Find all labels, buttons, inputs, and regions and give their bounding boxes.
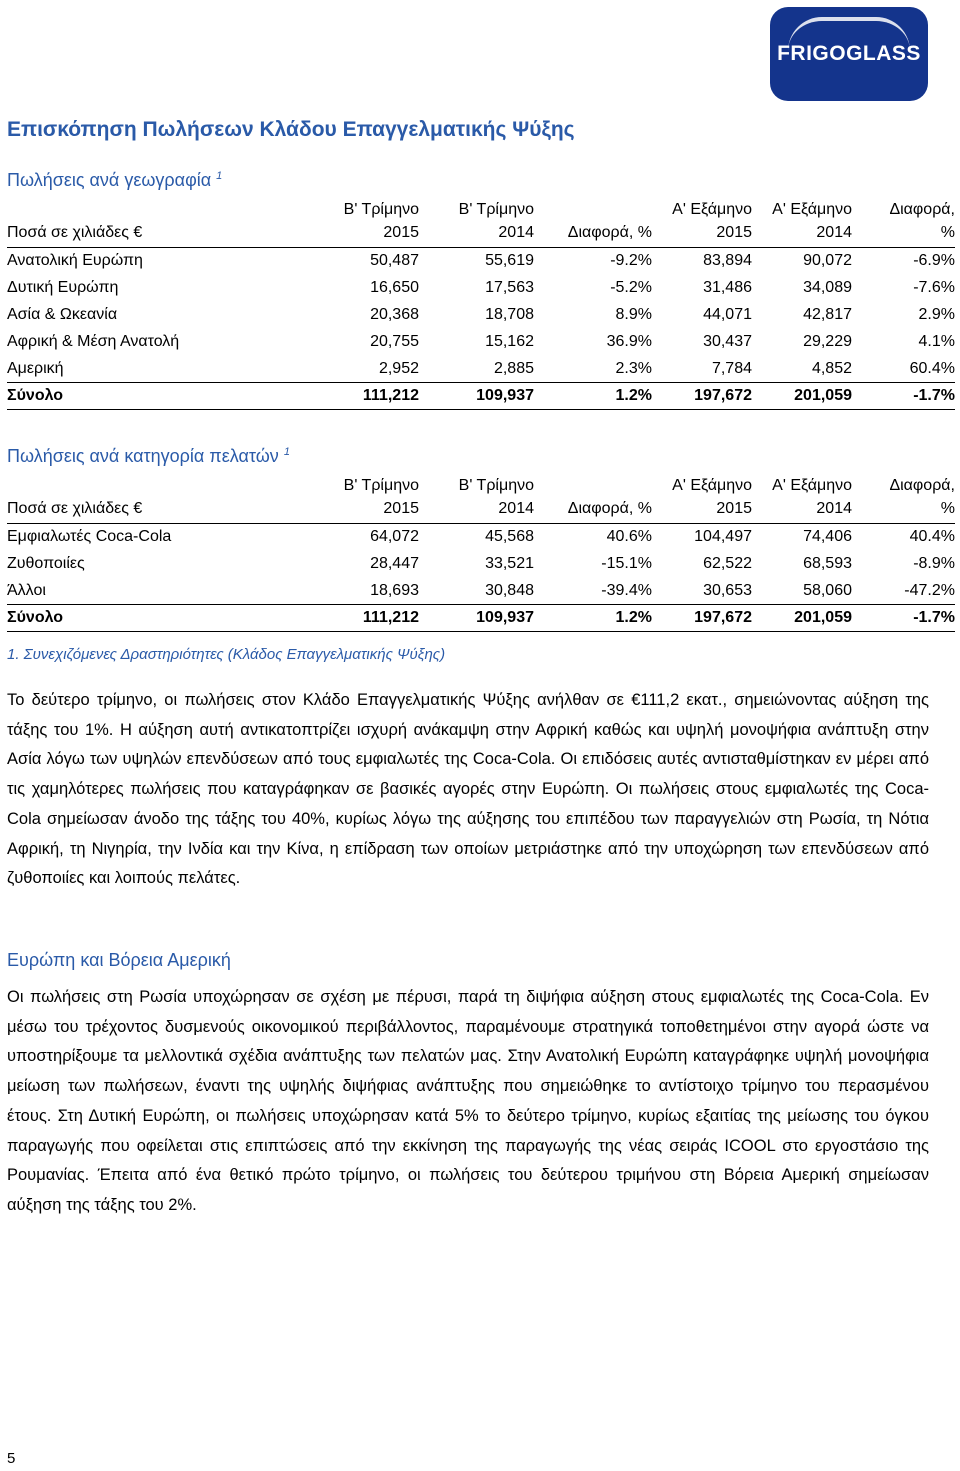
cell-value: 4,852: [811, 359, 852, 377]
row-label: Ασία & Ωκεανία: [7, 306, 118, 323]
cell-value: 197,672: [694, 609, 752, 626]
cell-value: 55,619: [485, 252, 534, 270]
cell-value: -7.6%: [913, 279, 955, 296]
cell-value: 15,162: [485, 333, 534, 350]
page-number: 5: [7, 1450, 16, 1467]
cell-value: 42,817: [803, 306, 852, 323]
geo-table-header: [7, 198, 955, 248]
cell-value: 20,368: [370, 306, 419, 323]
company-logo: [770, 7, 928, 101]
geo-header-q2-2014: Β' Τρίμηνο 2014: [458, 201, 534, 241]
europe-section-title: Ευρώπη και Βόρεια Αμερική: [7, 950, 231, 970]
cell-value: 30,848: [485, 581, 534, 599]
row-label: Σύνολο: [7, 609, 64, 626]
cell-value: 1.2%: [615, 387, 652, 404]
cell-value: 201,059: [794, 609, 852, 626]
table-row: [7, 524, 955, 551]
cell-value: 68,593: [803, 555, 852, 572]
cell-value: 40.6%: [606, 528, 652, 546]
geo-header-q2-2015: Β' Τρίμηνο 2015: [343, 201, 419, 241]
row-label: Εμφιαλωτές Coca-Cola: [7, 528, 172, 546]
cell-value: -5.2%: [610, 279, 652, 296]
cell-value: 2,885: [493, 359, 534, 377]
total-row: [7, 605, 955, 632]
customers-footnote-ref: 1: [283, 446, 290, 458]
cell-value: 28,447: [370, 555, 419, 572]
cell-value: 58,060: [803, 581, 852, 599]
paragraph-europe: Οι πωλήσεις στη Ρωσία υποχώρησαν σε σχέση με πέρυσι, παρά τη διψήφια αύξηση στους εμφιαλωτές της Coca-Cola. Εν μέσω του τρέχοντος δυσμενούς οικονομικού περιβάλλοντος, παραμένουμε στρατηγικά τοποθετημένοι στην αγορά ώστε να υποστηρίξουμε τα μελλοντικά σχέδια ανάπτυξης των πελατών μας. Στην Ανατολική Ευρώπη καταγράφηκε υψηλή μονοψήφια μείωση των πωλήσεων, έναντι της υψηλής διψήφιας ανάπτυξης που σημειώθηκε το αντίστοιχο τρίμηνο του περασμένου έτους. Στη Δυτική Ευρώπη, οι πωλήσεις υποχώρησαν κατά 5% το δεύτερο τρίμηνο, κυρίως εξαιτίας της μείωσης του όγκου παραγωγής που οφείλεται στις επιπτώσεις από την εκκίνηση της παραγωγής της νέας σειράς ICOOL στο εργοστάσιο της Ρουμανίας. Έπειτα από ένα θετικό πρώτο τρίμηνο, οι πωλήσεις του δεύτερου τριμήνου στη Βόρεια Αμερική σημείωσαν αύξηση της τάξης του 2%.: [7, 988, 929, 1214]
table-row: [7, 551, 955, 578]
cust-header-h1-2014: Α' Εξάμηνο 2014: [772, 477, 852, 517]
cell-value: 111,212: [362, 609, 419, 626]
table-row: [7, 275, 955, 302]
geo-header-h1-2015: Α' Εξάμηνο 2015: [672, 201, 752, 241]
geo-section-title: [7, 170, 222, 191]
cell-value: 1.2%: [615, 609, 652, 626]
customers-table-header: [7, 474, 955, 524]
cell-value: 34,089: [803, 279, 852, 296]
cell-value: 111,212: [362, 387, 419, 404]
cell-value: 104,497: [694, 528, 752, 546]
cell-value: -9.2%: [610, 252, 652, 270]
cell-value: 17,563: [485, 279, 534, 296]
cell-value: 31,486: [703, 279, 752, 296]
cell-value: 109,937: [476, 609, 534, 626]
table-row: [7, 578, 955, 605]
paragraph-sales-overview: Το δεύτερο τρίμηνο, οι πωλήσεις στον Κλάδο Επαγγελματικής Ψύξης ανήλθαν σε €111,2 εκατ., σημειώνοντας αύξηση της τάξης του 1%. Η αύξηση αυτή αντικατοπτρίζει ισχυρή ανάκαμψη στην Αφρική καθώς και υψηλή μονοψήφια ανάπτυξη στην Ασία λόγω των υψηλών επενδύσεων από τους εμφιαλωτές της Coca-Cola. Οι επιδόσεις αυτές αντισταθμίστηκαν εν μέρει από τις χαμηλότερες πωλήσεις που καταγράφηκαν σε βασικές αγορές στην Ευρώπη. Οι πωλήσεις στους εμφιαλωτές της Coca-Cola σημείωσαν άνοδο της τάξης του 40%, κυρίως λόγω της αύξησης του επιπέδου των παραγγελιών στη Ρωσία, τη Νότια Αφρική, τη Νιγηρία, την Ινδία και την Κίνα, η επίδραση των οποίων μετριάστηκε από την υποχώρηση των επενδύσεων από ζυθοποιίες και λοιπούς πελάτες.: [7, 691, 929, 888]
cell-value: 62,522: [703, 555, 752, 572]
cell-value: 50,487: [370, 252, 419, 270]
cell-value: 74,406: [803, 528, 852, 546]
cell-value: 30,653: [703, 581, 752, 599]
cell-value: 201,059: [794, 387, 852, 404]
cell-value: -6.9%: [913, 252, 955, 270]
geo-table: [7, 198, 955, 410]
cell-value: 2.3%: [615, 359, 652, 377]
cell-value: 18,693: [370, 581, 419, 599]
cell-value: 30,437: [703, 333, 752, 350]
row-label: Δυτική Ευρώπη: [7, 279, 119, 296]
table-row: [7, 248, 955, 275]
geo-footnote-ref: 1: [216, 170, 223, 182]
cust-header-q2-2015: Β' Τρίμηνο 2015: [343, 477, 419, 517]
cell-value: 20,755: [370, 333, 419, 350]
row-label: Αφρική & Μέση Ανατολή: [7, 333, 180, 350]
geo-header-diff: Διαφορά, %: [567, 224, 652, 241]
cell-value: 60.4%: [909, 359, 955, 377]
total-row: [7, 383, 955, 410]
cust-header-h1-2015: Α' Εξάμηνο 2015: [672, 477, 752, 517]
cell-value: -8.9%: [913, 555, 955, 572]
cust-header-amounts: Ποσά σε χιλιάδες €: [7, 500, 143, 517]
table-row: [7, 356, 955, 383]
geo-header-h1-diff: Διαφορά, %: [889, 201, 955, 241]
cell-value: -39.4%: [601, 581, 652, 599]
customers-section-title-text: Πωλήσεις ανά κατηγορία πελατών: [7, 446, 279, 466]
cell-value: 2,952: [378, 359, 419, 377]
cell-value: 90,072: [803, 252, 852, 270]
cell-value: 44,071: [703, 306, 752, 323]
cell-value: -1.7%: [913, 609, 955, 626]
table-row: [7, 329, 955, 356]
cell-value: 40.4%: [909, 528, 955, 546]
cell-value: 7,784: [711, 359, 752, 377]
geo-header-amounts: Ποσά σε χιλιάδες €: [7, 224, 143, 241]
logo-arc-icon: [788, 17, 910, 51]
customers-section-title: [7, 446, 290, 467]
cell-value: 45,568: [485, 528, 534, 546]
cust-header-h1-diff: Διαφορά, %: [889, 477, 955, 517]
cell-value: -1.7%: [913, 387, 955, 404]
table-row: [7, 302, 955, 329]
page-title: Επισκόπηση Πωλήσεων Κλάδου Επαγγελματικής Ψύξης: [7, 118, 575, 141]
cell-value: 109,937: [476, 387, 534, 404]
cell-value: 18,708: [485, 306, 534, 323]
cell-value: 197,672: [694, 387, 752, 404]
cell-value: 8.9%: [615, 306, 652, 323]
cell-value: 83,894: [703, 252, 752, 270]
row-label: Άλλοι: [7, 581, 46, 599]
cell-value: 16,650: [370, 279, 419, 296]
cell-value: 4.1%: [918, 333, 955, 350]
cell-value: -47.2%: [904, 581, 955, 599]
cell-value: 29,229: [803, 333, 852, 350]
cust-header-diff: Διαφορά, %: [567, 500, 652, 517]
cell-value: 33,521: [485, 555, 534, 572]
geo-section-title-text: Πωλήσεις ανά γεωγραφία: [7, 170, 212, 190]
customers-table: [7, 474, 955, 632]
row-label: Ζυθοποιίες: [7, 555, 85, 572]
cust-header-q2-2014: Β' Τρίμηνο 2014: [458, 477, 534, 517]
cell-value: 2.9%: [918, 306, 955, 323]
cell-value: -15.1%: [601, 555, 652, 572]
row-label: Αμερική: [7, 359, 64, 377]
row-label: Σύνολο: [7, 387, 64, 404]
logo-text: FRIGOGLASS: [777, 42, 921, 65]
footnote: 1. Συνεχιζόμενες Δραστηριότητες (Κλάδος Επαγγελματικής Ψύξης): [7, 646, 446, 663]
row-label: Ανατολική Ευρώπη: [7, 252, 143, 270]
geo-header-h1-2014: Α' Εξάμηνο 2014: [772, 201, 852, 241]
cell-value: 64,072: [370, 528, 419, 546]
cell-value: 36.9%: [606, 333, 652, 350]
